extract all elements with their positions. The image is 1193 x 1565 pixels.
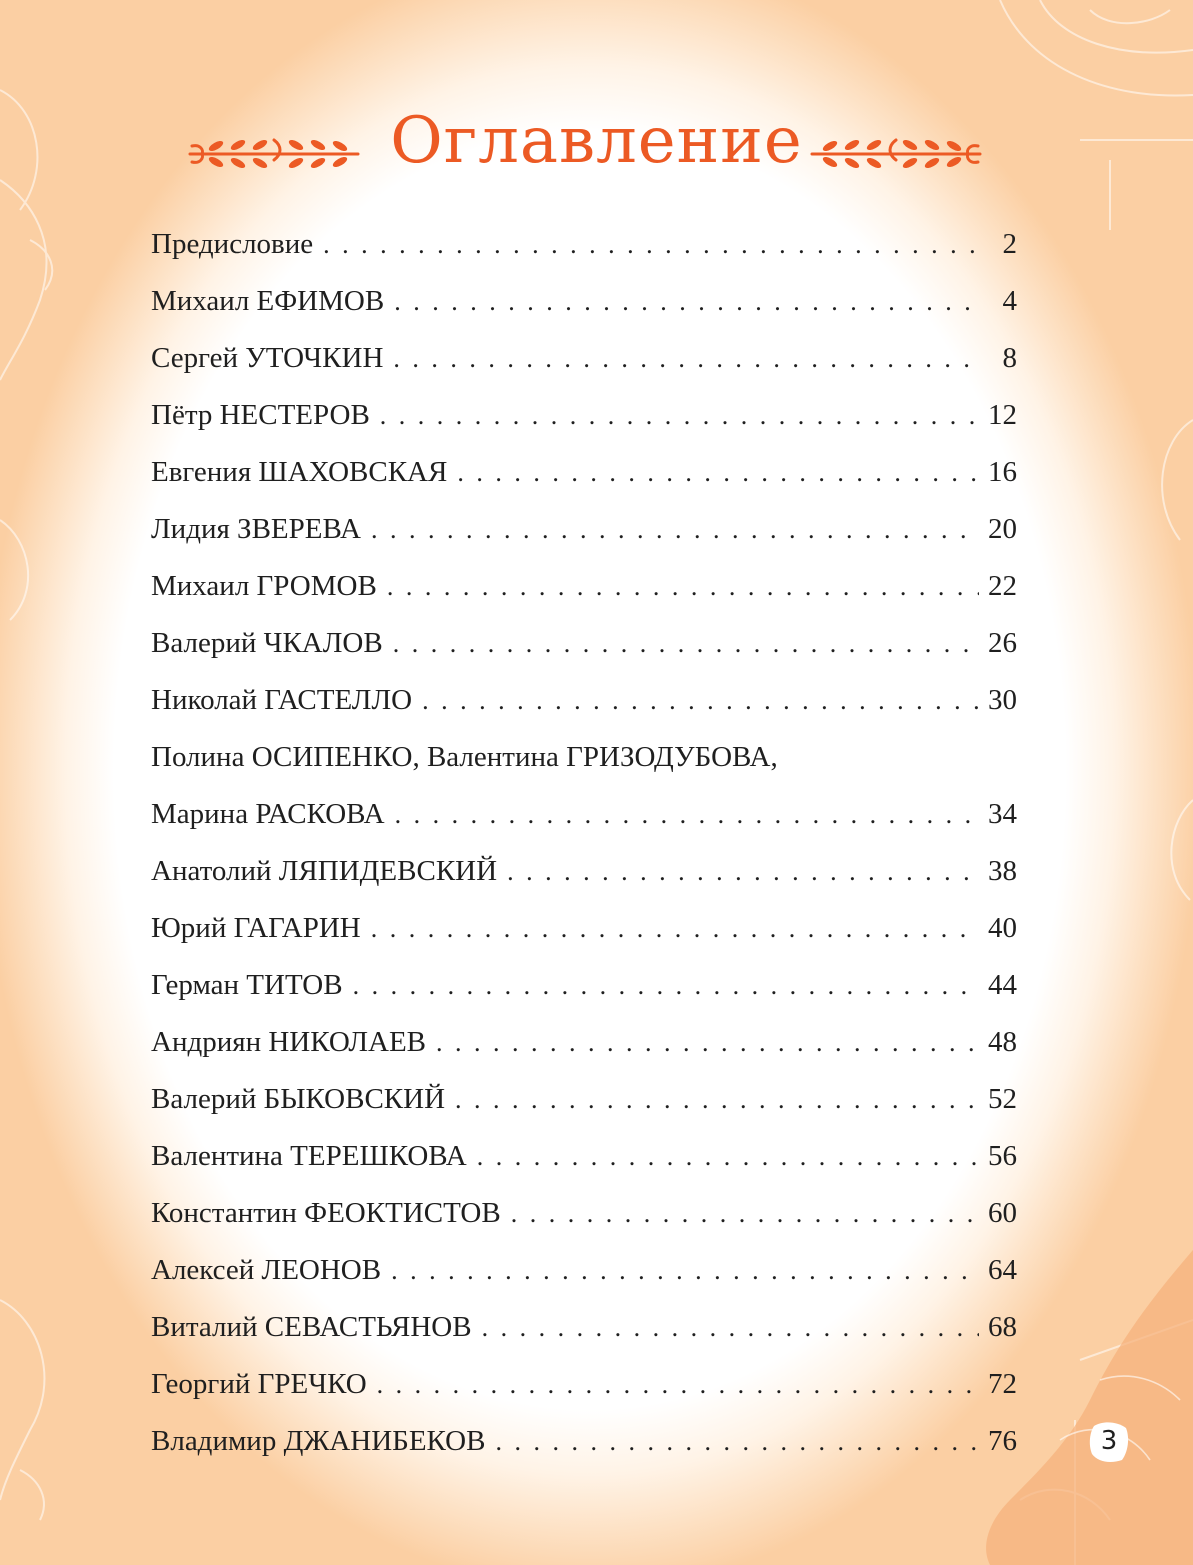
dot-leader	[422, 672, 979, 729]
dot-leader	[495, 1413, 979, 1470]
dot-leader	[393, 330, 979, 387]
toc-entry-title: Михаил ЕФИМОВ	[151, 285, 385, 317]
toc-entry-line	[151, 1071, 1017, 1128]
toc-entry-line	[151, 1299, 1017, 1356]
page-number: 3	[1100, 1426, 1118, 1456]
toc-entry[interactable]	[151, 615, 1017, 672]
toc-entry-line	[151, 1242, 1017, 1299]
toc-entry-line	[151, 900, 1017, 957]
toc-entry-line	[151, 615, 1017, 672]
toc-entry-page-number: 48	[988, 1026, 1017, 1058]
toc-entry-line	[151, 843, 1017, 900]
toc-entry-title: Предисловие	[151, 228, 314, 260]
toc-entry-title: Константин ФЕОКТИСТОВ	[151, 1197, 501, 1229]
toc-entry-line	[151, 501, 1017, 558]
toc-entry-page-number: 52	[988, 1083, 1017, 1115]
toc-entry-title: Валерий ЧКАЛОВ	[151, 627, 383, 659]
toc-entry[interactable]	[151, 558, 1017, 615]
toc-entry-line	[151, 1356, 1017, 1413]
toc-entry[interactable]	[151, 729, 1017, 843]
toc-entry[interactable]	[151, 672, 1017, 729]
toc-entry-line	[151, 786, 1017, 843]
toc-entry-line	[151, 444, 1017, 501]
dot-leader	[391, 1242, 979, 1299]
toc-entry-page-number: 30	[988, 684, 1017, 716]
dot-leader	[371, 501, 979, 558]
dot-leader	[395, 786, 979, 843]
dot-leader	[507, 843, 979, 900]
toc-entry[interactable]	[151, 273, 1017, 330]
toc-entry[interactable]	[151, 216, 1017, 273]
toc-entry-title: Виталий СЕВАСТЬЯНОВ	[151, 1311, 472, 1343]
dot-leader	[353, 957, 979, 1014]
toc-entry-page-number: 26	[988, 627, 1017, 659]
toc-entry-title: Евгения ШАХОВСКАЯ	[151, 456, 448, 488]
toc-entry-page-number: 22	[988, 570, 1017, 602]
toc-entry-page-number: 56	[988, 1140, 1017, 1172]
toc-entry[interactable]	[151, 1356, 1017, 1413]
toc-entry-title: Анатолий ЛЯПИДЕВСКИЙ	[151, 855, 498, 887]
dot-leader	[482, 1299, 979, 1356]
dot-leader	[377, 1356, 979, 1413]
toc-entry[interactable]	[151, 1071, 1017, 1128]
toc-entry-line	[151, 1014, 1017, 1071]
table-of-contents	[151, 216, 1017, 1470]
toc-entry[interactable]	[151, 1185, 1017, 1242]
dot-leader	[393, 615, 979, 672]
toc-entry-title: Сергей УТОЧКИН	[151, 342, 384, 374]
laurel-branch-icon	[808, 132, 984, 172]
toc-entry-line	[151, 387, 1017, 444]
dot-leader	[387, 558, 979, 615]
toc-entry-title: Марина РАСКОВА	[151, 798, 385, 830]
toc-entry-title: Валентина ТЕРЕШКОВА	[151, 1140, 467, 1172]
toc-entry-title: Полина ОСИПЕНКО, Валентина ГРИЗОДУБОВА,	[151, 741, 778, 773]
dot-leader	[457, 444, 979, 501]
dot-leader	[323, 216, 979, 273]
toc-entry-line	[151, 330, 1017, 387]
page-title: Оглавление	[390, 104, 803, 178]
toc-entry-page-number: 68	[988, 1311, 1017, 1343]
toc-entry-page-number: 8	[1002, 342, 1017, 374]
dot-leader	[394, 273, 979, 330]
toc-entry[interactable]	[151, 1128, 1017, 1185]
toc-entry-title: Лидия ЗВЕРЕВА	[151, 513, 361, 545]
toc-entry[interactable]	[151, 501, 1017, 558]
toc-entry-title: Валерий БЫКОВСКИЙ	[151, 1083, 446, 1115]
toc-entry-title: Андриян НИКОЛАЕВ	[151, 1026, 427, 1058]
toc-entry[interactable]	[151, 843, 1017, 900]
dot-leader	[371, 900, 979, 957]
toc-entry-page-number: 44	[988, 969, 1017, 1001]
toc-entry-page-number: 76	[988, 1425, 1017, 1457]
toc-entry-page-number: 72	[988, 1368, 1017, 1400]
toc-entry-page-number: 38	[988, 855, 1017, 887]
toc-entry-page-number: 34	[988, 798, 1017, 830]
toc-entry-title: Георгий ГРЕЧКО	[151, 1368, 367, 1400]
toc-entry-page-number: 20	[988, 513, 1017, 545]
toc-entry-title: Николай ГАСТЕЛЛО	[151, 684, 413, 716]
toc-entry-page-number: 2	[1002, 228, 1017, 260]
toc-entry-title: Юрий ГАГАРИН	[151, 912, 361, 944]
dot-leader	[477, 1128, 979, 1185]
toc-entry-line	[151, 273, 1017, 330]
toc-entry-title: Алексей ЛЕОНОВ	[151, 1254, 382, 1286]
toc-entry-title: Пётр НЕСТЕРОВ	[151, 399, 370, 431]
toc-entry[interactable]	[151, 1242, 1017, 1299]
toc-header	[0, 100, 1193, 200]
toc-entry-title: Михаил ГРОМОВ	[151, 570, 377, 602]
toc-entry-page-number: 16	[988, 456, 1017, 488]
toc-entry-line	[151, 216, 1017, 273]
toc-entry-line	[151, 1413, 1017, 1470]
toc-entry-line	[151, 1185, 1017, 1242]
toc-entry-line	[151, 729, 1017, 786]
toc-entry-page-number: 4	[1002, 285, 1017, 317]
toc-entry-line	[151, 558, 1017, 615]
toc-entry[interactable]	[151, 444, 1017, 501]
toc-entry-title: Владимир ДЖАНИБЕКОВ	[151, 1425, 486, 1457]
toc-entry[interactable]	[151, 1413, 1017, 1470]
toc-entry[interactable]	[151, 900, 1017, 957]
toc-entry-page-number: 12	[988, 399, 1017, 431]
toc-entry[interactable]	[151, 1299, 1017, 1356]
toc-entry-page-number: 60	[988, 1197, 1017, 1229]
toc-entry-page-number: 64	[988, 1254, 1017, 1286]
toc-entry[interactable]	[151, 330, 1017, 387]
toc-entry[interactable]	[151, 387, 1017, 444]
dot-leader	[436, 1014, 979, 1071]
dot-leader	[511, 1185, 979, 1242]
toc-entry-title: Герман ТИТОВ	[151, 969, 343, 1001]
toc-entry[interactable]	[151, 957, 1017, 1014]
toc-entry[interactable]	[151, 1014, 1017, 1071]
toc-entry-line	[151, 1128, 1017, 1185]
toc-entry-line	[151, 957, 1017, 1014]
toc-entry-page-number: 40	[988, 912, 1017, 944]
dot-leader	[380, 387, 979, 444]
dot-leader	[455, 1071, 979, 1128]
toc-entry-line	[151, 672, 1017, 729]
